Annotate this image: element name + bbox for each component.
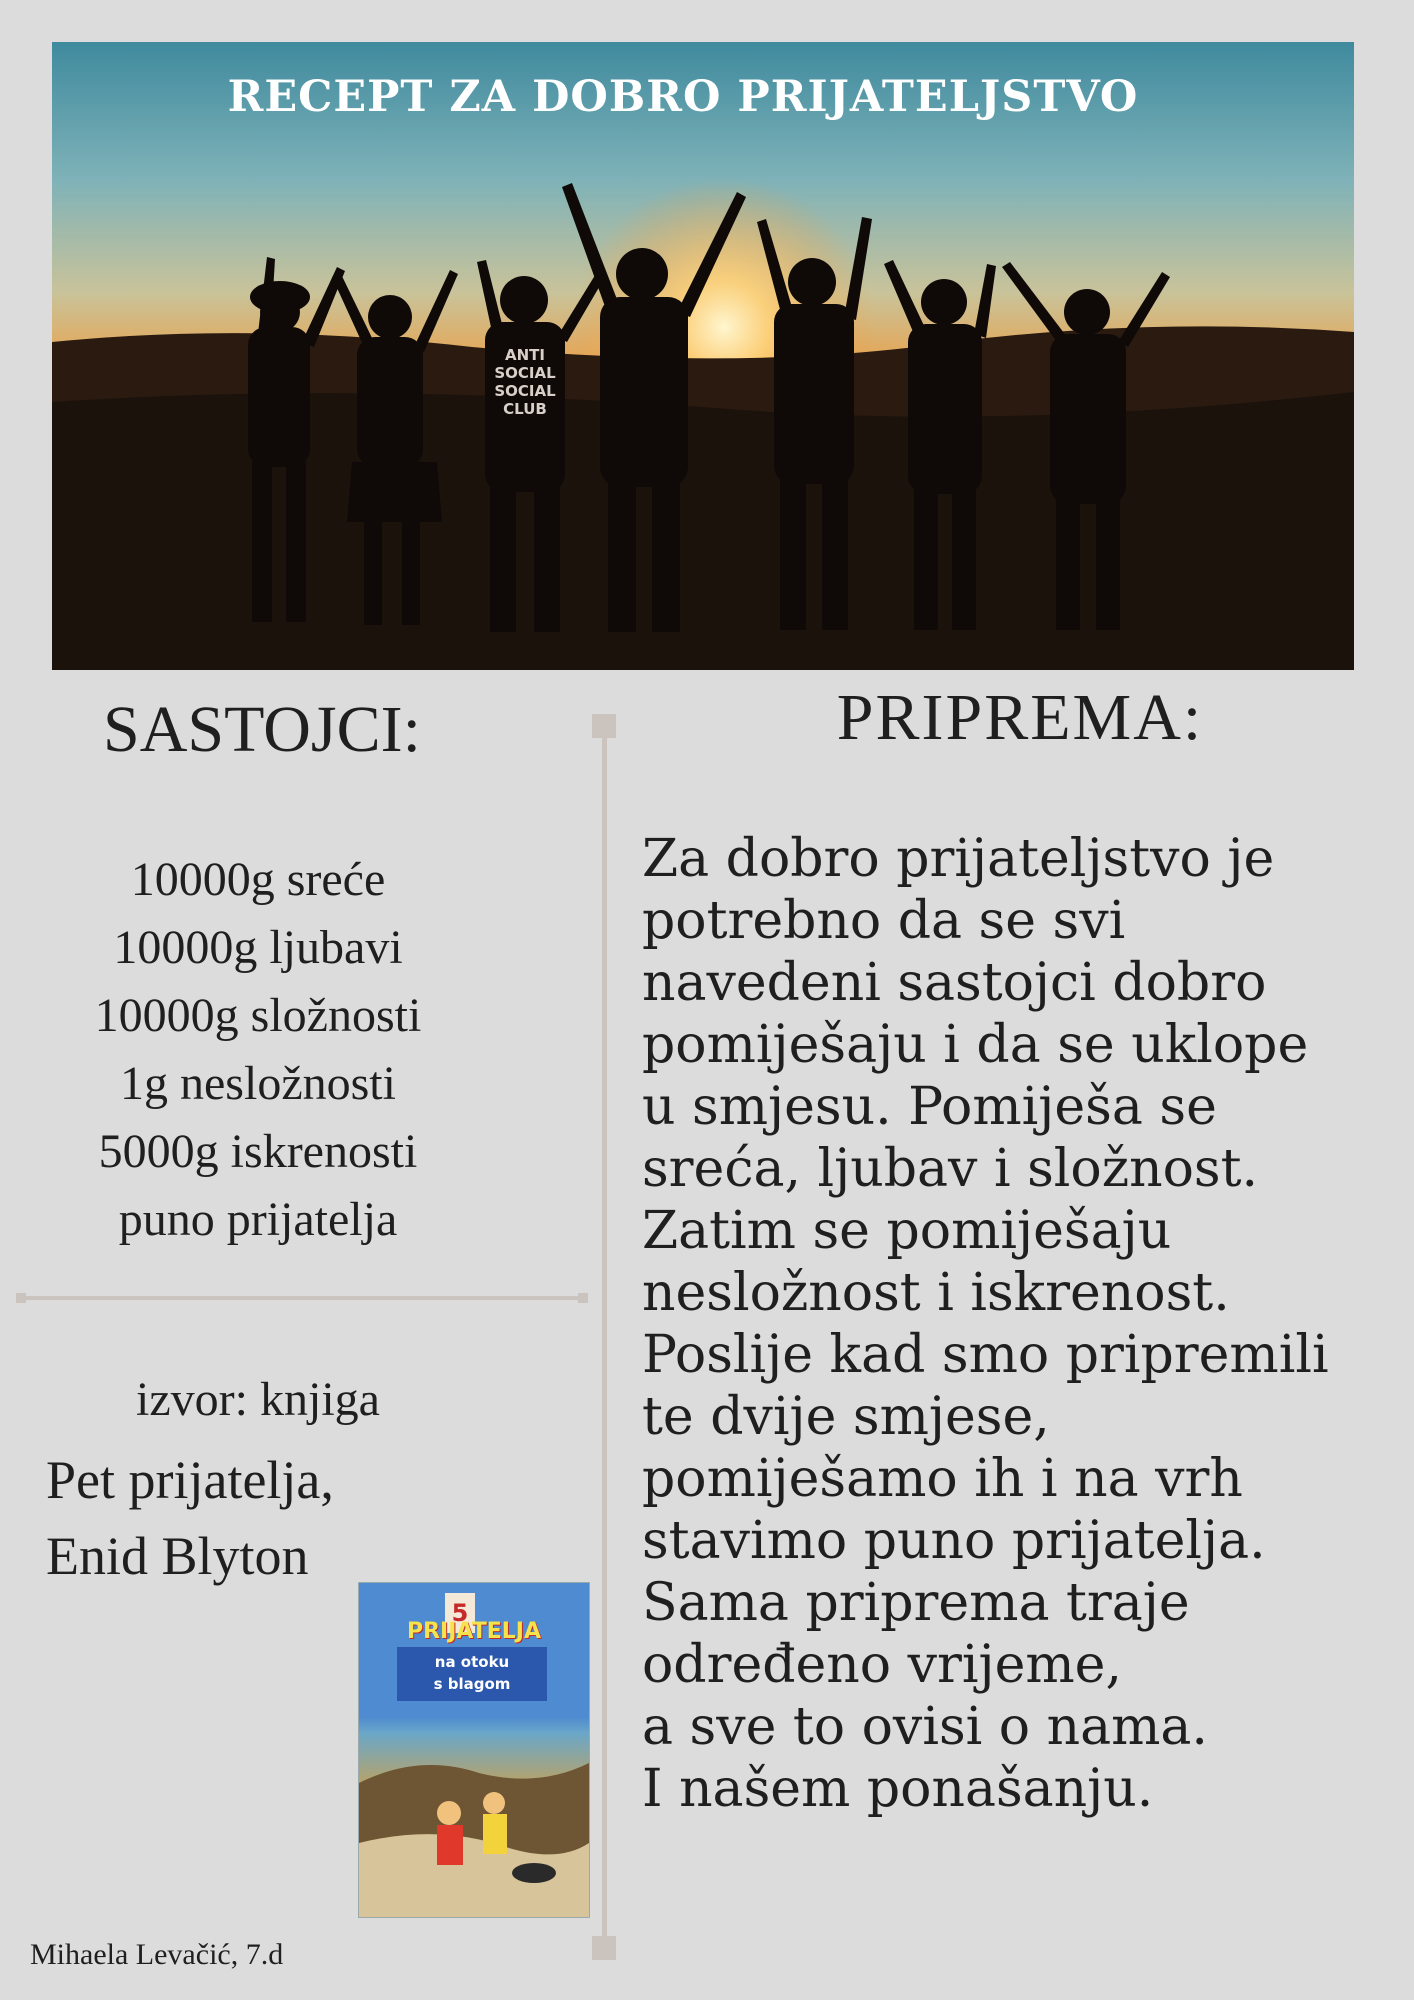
ingredient-item: 1g nesložnosti	[120, 1057, 396, 1110]
ingredient-item: 5000g iskrenosti	[98, 1125, 418, 1178]
shirt-text-line: ANTI	[505, 346, 545, 364]
preparation-line: pomiješamo ih i na vrh	[642, 1449, 1243, 1509]
book-cover-subtitle	[397, 1647, 547, 1701]
vertical-divider	[602, 726, 607, 1948]
preparation-line: određeno vrijeme,	[642, 1635, 1122, 1695]
source-book-line: Enid Blyton	[46, 1526, 309, 1586]
preparation-line: a sve to ovisi o nama.	[642, 1697, 1208, 1757]
preparation-line: navedeni sastojci dobro	[642, 953, 1267, 1013]
ingredients-heading: SASTOJCI:	[103, 693, 421, 766]
ingredients-list	[20, 846, 496, 1254]
preparation-text	[642, 828, 1412, 1820]
book-cover-title: PRIJATELJA	[406, 1619, 542, 1644]
preparation-line: Sama priprema traje	[642, 1573, 1190, 1633]
ingredient-item: puno prijatelja	[118, 1193, 398, 1246]
horizontal-divider	[20, 1296, 584, 1300]
source-label: izvor: knjiga	[136, 1373, 380, 1426]
author-credit: Mihaela Levačić, 7.d	[30, 1938, 284, 1971]
preparation-line: Za dobro prijateljstvo je	[642, 829, 1275, 889]
header-banner-image	[52, 42, 1354, 670]
book-cover-subtitle-line: na otoku	[434, 1653, 510, 1671]
preparation-line: Poslije kad smo pripremili	[642, 1325, 1329, 1385]
preparation-heading: PRIPREMA:	[836, 681, 1204, 754]
preparation-line: I našem ponašanju.	[642, 1759, 1154, 1819]
page-title: RECEPT ZA DOBRO PRIJATELJSTVO	[227, 72, 1139, 122]
preparation-line: sreća, ljubav i složnost.	[642, 1139, 1259, 1199]
shirt-text-line: SOCIAL	[494, 382, 556, 400]
book-cover-number: 5	[445, 1593, 475, 1633]
preparation-line: stavimo puno prijatelja.	[642, 1511, 1266, 1571]
preparation-line: nesložnost i iskrenost.	[642, 1263, 1230, 1323]
shirt-text-line: CLUB	[503, 400, 547, 418]
book-cover-image	[358, 1582, 590, 1918]
ingredient-item: 10000g ljubavi	[113, 921, 403, 974]
preparation-line: u smjesu. Pomiješa se	[642, 1077, 1217, 1137]
friends-silhouette-illustration	[52, 42, 1354, 670]
preparation-line: te dvije smjese,	[642, 1387, 1050, 1447]
preparation-line: pomiješaju i da se uklope	[642, 1015, 1309, 1075]
preparation-line: potrebno da se svi	[642, 891, 1126, 951]
source-book-title	[46, 1442, 334, 1594]
ingredient-item: 10000g sreće	[130, 853, 386, 906]
source-book-line: Pet prijatelja,	[46, 1450, 334, 1510]
ingredient-item: 10000g složnosti	[94, 989, 422, 1042]
shirt-text-line: SOCIAL	[494, 364, 556, 382]
book-cover-subtitle-line: s blagom	[433, 1675, 511, 1693]
preparation-line: Zatim se pomiješaju	[642, 1201, 1172, 1261]
